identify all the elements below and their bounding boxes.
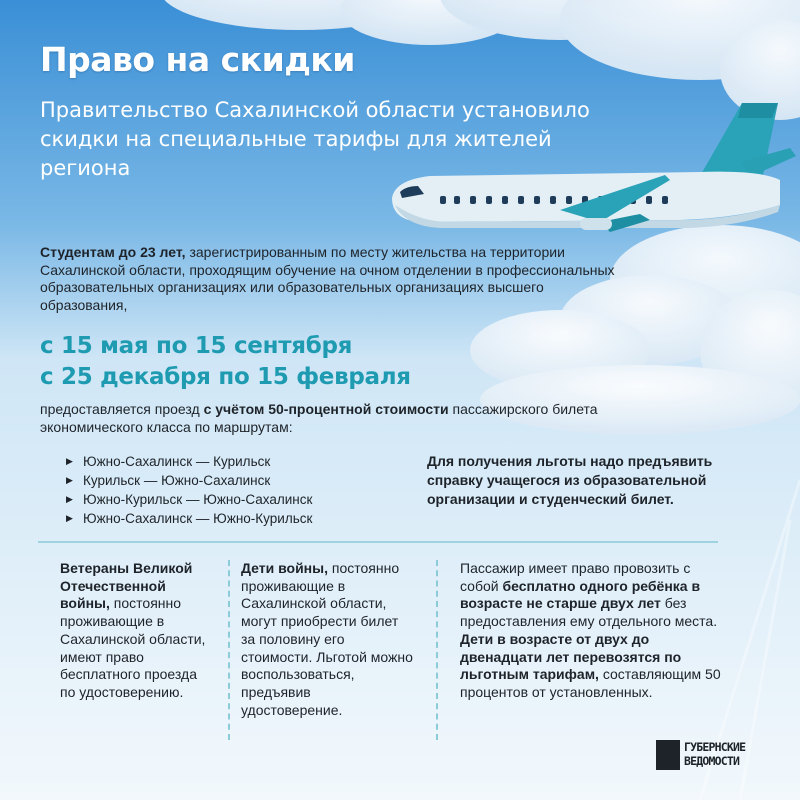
infants-text-1: Пассажир имеет право провозить с собой <box>460 560 691 594</box>
students-intro <box>40 244 630 314</box>
route-item <box>66 490 312 509</box>
discount-periods <box>40 331 411 393</box>
logo-line-2: ВЕДОМОСТИ <box>684 754 740 768</box>
provide-text-2: пассажирского билета экономического класса по маршрутам: <box>40 401 598 435</box>
infants-bold-1: бесплатно одного ребёнка в возрасте не старше двух лет <box>460 577 701 612</box>
logo-text <box>684 740 745 768</box>
infants-block <box>460 560 730 702</box>
route-label: Южно-Курильск — Южно-Сахалинск <box>83 492 313 507</box>
triangle-right-icon: ▶ <box>66 475 73 485</box>
provide-text-1: предоставляется проезд <box>40 401 204 417</box>
triangle-right-icon: ▶ <box>66 513 73 523</box>
veterans-block <box>60 560 210 702</box>
route-item <box>66 509 312 528</box>
discount-terms <box>40 401 600 436</box>
logo-mark-icon <box>656 740 680 770</box>
column-divider <box>436 560 438 740</box>
veterans-lead: Ветераны Великой Отечественной войны, <box>60 560 193 612</box>
triangle-right-icon: ▶ <box>66 456 73 466</box>
provide-bold: с учётом 50-процентной стоимости <box>203 401 449 417</box>
infants-text-2: без предоставления ему отдельного места. <box>460 595 718 630</box>
students-lead-text: зарегистрированным по месту жительства на территории Сахалинской области, проходящим обучение на очном отделении в профессиональных образовательных организациях или образовательных организациях высшего образования, <box>40 244 615 313</box>
route-label: Южно-Сахалинск — Южно-Курильск <box>83 511 313 526</box>
page-title: Право на скидки <box>40 40 355 79</box>
column-divider <box>228 560 230 740</box>
period-winter: с 25 декабря по 15 февраля <box>40 364 411 390</box>
route-label: Курильск — Южно-Сахалинск <box>83 473 271 488</box>
route-label: Южно-Сахалинск — Курильск <box>83 454 271 469</box>
students-lead: Студентам до 23 лет, <box>40 244 186 260</box>
publisher-logo <box>656 740 786 772</box>
war-children-text: постоянно проживающие в Сахалинской области, могут приобрести билет за половину его стоимости. Льготой можно воспользоваться, предъявив удостоверение. <box>241 560 413 718</box>
war-children-lead: Дети войны, <box>241 560 328 576</box>
route-item <box>66 471 312 490</box>
war-children-block <box>241 560 416 719</box>
route-item <box>66 452 312 471</box>
infants-text-3: составляющим 50 процентов от установленных. <box>460 666 721 700</box>
period-summer: с 15 мая по 15 сентября <box>40 333 353 359</box>
section-divider <box>38 541 718 543</box>
logo-line-1: ГУБЕРНСКИЕ <box>684 740 746 754</box>
page-subtitle: Правительство Сахалинской области установило скидки на специальные тарифы для жителей региона <box>40 98 590 180</box>
routes-list <box>66 452 312 528</box>
documents-note: Для получения льготы надо предъявить справку учащегося из образовательной организации и студенческий билет. <box>427 453 713 507</box>
veterans-text: постоянно проживающие в Сахалинской области, имеют право бесплатного проезда по удостоверению. <box>60 595 206 700</box>
triangle-right-icon: ▶ <box>66 494 73 504</box>
infants-bold-2: Дети в возрасте от двух до двенадцати лет перевозятся по льготным тарифам, <box>460 630 682 683</box>
